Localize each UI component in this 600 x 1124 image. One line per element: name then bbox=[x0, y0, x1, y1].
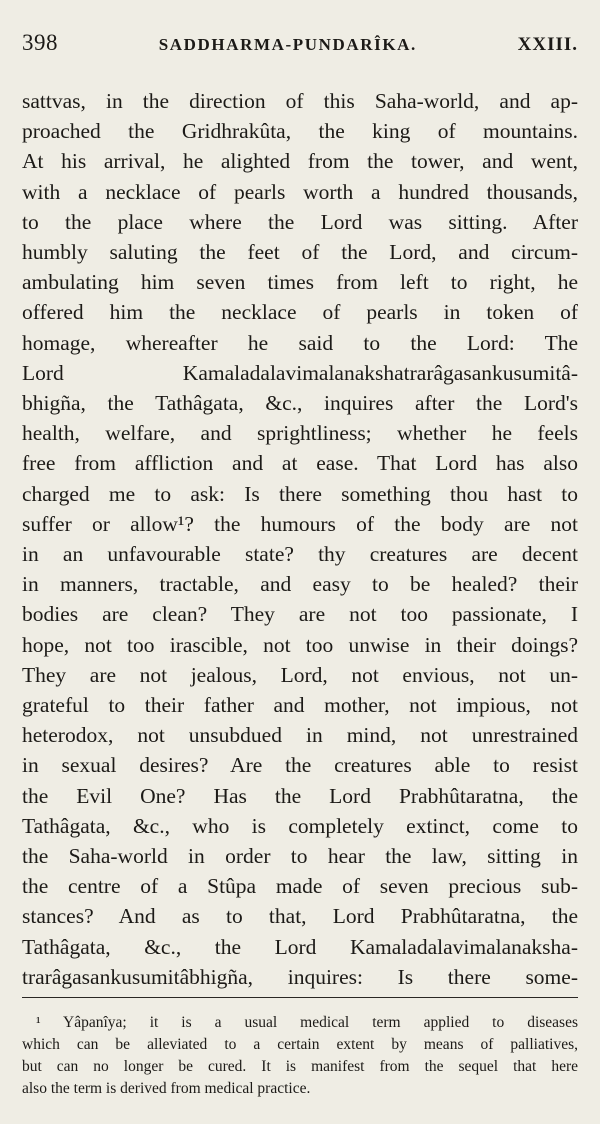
text-line: health, welfare, and sprightliness; whether he feels bbox=[22, 421, 578, 446]
text-line: the Saha-world in order to hear the law, sitting in bbox=[22, 844, 578, 869]
text-line: grateful to their father and mother, not impious, not bbox=[22, 693, 578, 718]
text-line: stances? And as to that, Lord Prabhûtaratna, the bbox=[22, 904, 578, 929]
text-line: the centre of a Stûpa made of seven precious sub- bbox=[22, 874, 578, 899]
text-line: homage, whereafter he said to the Lord: The bbox=[22, 330, 578, 355]
text-line: charged me to ask: Is there something thou hast to bbox=[22, 481, 578, 506]
chapter-number: XXIII. bbox=[517, 34, 578, 55]
text-line: Lord Kamaladalavimalanakshatrarâgasankusumitâ- bbox=[22, 360, 578, 385]
page-number: 398 bbox=[22, 30, 58, 55]
text-line: suffer or allow¹? the humours of the body are not bbox=[22, 511, 578, 536]
text-line: trarâgasankusumitâbhigña, inquires: Is there some- bbox=[22, 964, 578, 989]
text-line: offered him the necklace of pearls in token of bbox=[22, 300, 578, 325]
text-line: in manners, tractable, and easy to be healed? their bbox=[22, 572, 578, 597]
footnote-line: ¹ Yâpanîya; it is a usual medical term applied to diseases bbox=[36, 1014, 578, 1031]
text-line: ambulating him seven times from left to right, he bbox=[22, 270, 578, 295]
text-line: heterodox, not unsubdued in mind, not unrestrained bbox=[22, 723, 578, 748]
text-line: They are not jealous, Lord, not envious, not un- bbox=[22, 662, 578, 687]
text-line: in sexual desires? Are the creatures able to resist bbox=[22, 753, 578, 778]
text-line: sattvas, in the direction of this Saha-world, and ap- bbox=[22, 89, 578, 113]
text-line: bodies are clean? They are not too passionate, I bbox=[22, 602, 578, 627]
footnote-line: which can be alleviated to a certain extent by means of palliatives, bbox=[22, 1036, 578, 1053]
text-line: Tathâgata, &c., the Lord Kamaladalavimalanaksha- bbox=[22, 934, 578, 959]
footnote-line: but can no longer be cured. It is manifest from the sequel that here bbox=[22, 1058, 578, 1075]
footnotes bbox=[22, 1012, 578, 1100]
running-head bbox=[22, 30, 578, 60]
text-line: Tathâgata, &c., who is completely extinct, come to bbox=[22, 813, 578, 838]
text-line: proached the Gridhrakûta, the king of mountains. bbox=[22, 119, 578, 144]
text-line: to the place where the Lord was sitting. After bbox=[22, 209, 578, 234]
text-line: in an unfavourable state? thy creatures are decent bbox=[22, 542, 578, 567]
text-line: At his arrival, he alighted from the tower, and went, bbox=[22, 149, 578, 174]
text-line: humbly saluting the feet of the Lord, and circum- bbox=[22, 240, 578, 265]
text-line: with a necklace of pearls worth a hundred thousands, bbox=[22, 179, 578, 204]
text-line: bhigña, the Tathâgata, &c., inquires after the Lord's bbox=[22, 391, 578, 416]
footnote-divider bbox=[22, 997, 578, 998]
text-line: free from affliction and at ease. That Lord has also bbox=[22, 451, 578, 476]
footnote-line: also the term is derived from medical practice. bbox=[22, 1080, 311, 1097]
text-line: the Evil One? Has the Lord Prabhûtaratna, the bbox=[22, 783, 578, 808]
text-line: hope, not too irascible, not too unwise in their doings? bbox=[22, 632, 578, 657]
running-title: SADDHARMA-PUNDARÎKA. bbox=[158, 35, 417, 54]
body-text bbox=[22, 86, 578, 992]
